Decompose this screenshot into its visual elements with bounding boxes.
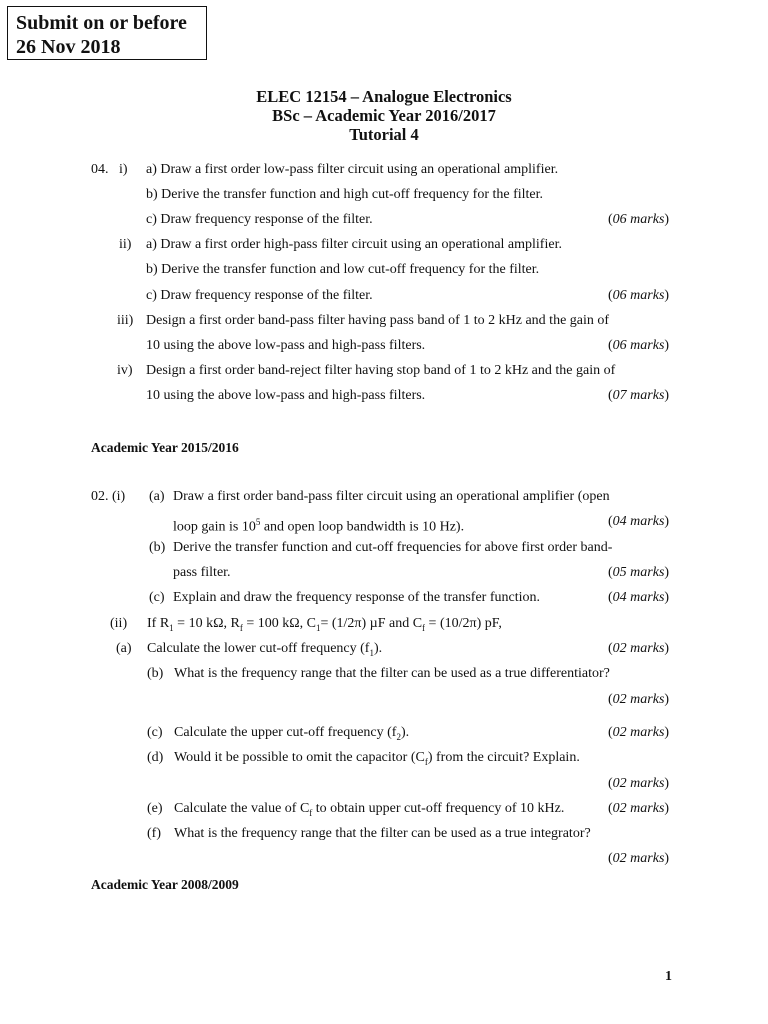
q02-c-marks: (04 marks) [608, 590, 670, 605]
q02-sub-d-label: (d) [147, 750, 164, 765]
q04-i-label: i) [119, 162, 128, 177]
q02-b-line1: Derive the transfer function and cut-off frequencies for above first order band- [173, 540, 613, 555]
q04-iii-label: iii) [117, 313, 134, 328]
q02-sub-f-text: What is the frequency range that the filter can be used as a true integrator? [174, 826, 591, 841]
submit-deadline-box [7, 6, 207, 60]
q02-sub-a-marks: (02 marks) [608, 641, 670, 656]
q02-b-marks: (05 marks) [608, 565, 670, 580]
q04-i-b: b) Derive the transfer function and high cut-off frequency for the filter. [146, 187, 544, 202]
section-heading-2015: Academic Year 2015/2016 [91, 440, 239, 455]
submit-line-2: 26 Nov 2018 [16, 36, 121, 58]
q04-iii-line1: Design a first order band-pass filter having pass band of 1 to 2 kHz and the gain of [146, 313, 610, 328]
q02-b-label: (b) [149, 540, 166, 555]
q04-iii-marks: (06 marks) [608, 338, 670, 353]
tutorial-title: Tutorial 4 [349, 125, 419, 144]
q02-a-line1: Draw a first order band-pass filter circuit using an operational amplifier (open [173, 489, 610, 504]
question-02-number: 02. (i) [91, 489, 126, 504]
q02-sub-f-label: (f) [147, 826, 161, 841]
q02-sub-a-label: (a) [116, 641, 132, 656]
q04-iv-line2: 10 using the above low-pass and high-pass filters. [146, 388, 426, 403]
q04-i-marks: (06 marks) [608, 212, 670, 227]
q02-sub-b-label: (b) [147, 666, 164, 681]
q02-b-line2: pass filter. [173, 565, 231, 580]
q04-ii-b: b) Derive the transfer function and low cut-off frequency for the filter. [146, 262, 540, 277]
q04-ii-marks: (06 marks) [608, 288, 670, 303]
question-04-number: 04. [91, 162, 109, 177]
q02-sub-c-text: Calculate the upper cut-off frequency $(f_2)$. [174, 725, 410, 742]
q04-ii-label: ii) [119, 237, 132, 252]
q02-c-label: (c) [149, 590, 165, 605]
q04-ii-c: c) Draw frequency response of the filter. [146, 288, 373, 303]
q02-sub-b-marks: (02 marks) [608, 692, 670, 707]
q02-sub-a-text: Calculate the lower cut-off frequency $(f_1)$. [147, 641, 383, 658]
q02-sub-d-text: Would it be possible to omit the capacitor $(C_f)$ from the circuit? Explain. [174, 750, 580, 767]
q04-i-a: a) Draw a first order low-pass filter circuit using an operational amplifier. [146, 162, 559, 177]
q04-iv-marks: (07 marks) [608, 388, 670, 403]
q02-sub-f-marks: (02 marks) [608, 851, 670, 866]
programme-title: BSc – Academic Year 2016/2017 [272, 106, 496, 125]
q04-ii-a: a) Draw a first order high-pass filter circuit using an operational amplifier. [146, 237, 562, 252]
q02-ii-given-values: If $R_1 = 10$ kΩ, $R_f = 100$ kΩ, $C_1= (1/2\pi)$ µF and $C_f = (10/2\pi)$ pF, [147, 616, 502, 633]
q02-sub-e-label: (e) [147, 801, 163, 816]
q02-a-marks: (04 marks) [608, 514, 670, 529]
q02-c-text: Explain and draw the frequency response of the transfer function. [173, 590, 540, 605]
submit-line-1: Submit on or before [16, 12, 187, 34]
q04-i-c: c) Draw frequency response of the filter. [146, 212, 373, 227]
course-title: ELEC 12154 – Analogue Electronics [256, 87, 512, 106]
q04-iv-line1: Design a first order band-reject filter having stop band of 1 to 2 kHz and the gain of [146, 363, 616, 378]
q02-sub-e-text: Calculate the value of $C_f$ to obtain upper cut-off frequency of 10 kHz. [174, 801, 565, 818]
q02-sub-e-marks: (02 marks) [608, 801, 670, 816]
q02-sub-c-marks: (02 marks) [608, 725, 670, 740]
q02-ii-label: (ii) [110, 616, 128, 631]
q02-sub-d-marks: (02 marks) [608, 776, 670, 791]
section-heading-2008: Academic Year 2008/2009 [91, 877, 239, 892]
q02-a-label: (a) [149, 489, 165, 504]
page-number: 1 [665, 969, 672, 984]
q02-sub-b-text: What is the frequency range that the filter can be used as a true differentiator? [174, 666, 610, 681]
q04-iv-label: iv) [117, 363, 133, 378]
q04-iii-line2: 10 using the above low-pass and high-pass filters. [146, 338, 426, 353]
q02-a-line2: loop gain is $10^5$ and open loop bandwidth is 10 Hz). [173, 517, 465, 535]
q02-sub-c-label: (c) [147, 725, 163, 740]
